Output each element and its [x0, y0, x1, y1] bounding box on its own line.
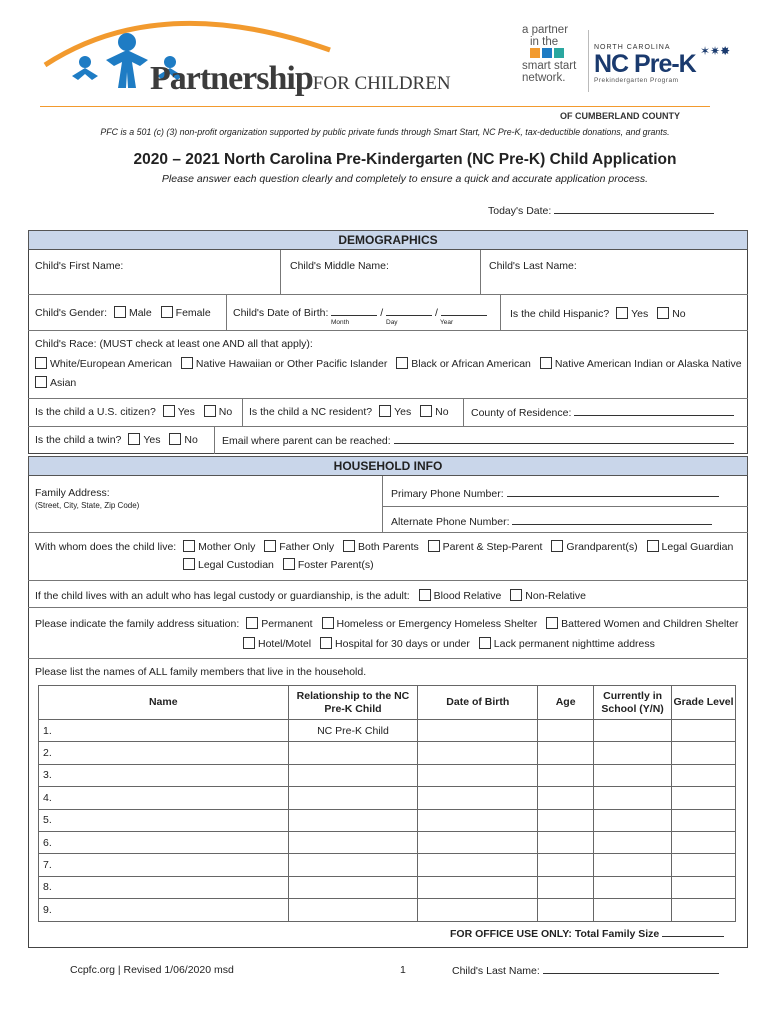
blood-relative-label: Blood Relative: [433, 590, 502, 602]
legal-guardian-label: Legal Guardian: [661, 541, 734, 553]
page-number: 1: [400, 964, 406, 976]
table-cell[interactable]: [594, 809, 672, 831]
race-asian-label: Asian: [50, 377, 77, 389]
col-divider: [214, 426, 215, 454]
relationship-cell[interactable]: NC Pre-K Child: [288, 720, 418, 742]
gender-row: [35, 306, 217, 319]
partner-line: a partner: [522, 24, 569, 36]
lack-address-label: Lack permanent nighttime address: [493, 638, 655, 650]
table-row: [39, 787, 736, 809]
citizen-label: Is the child a U.S. citizen?: [35, 406, 156, 418]
table-cell[interactable]: [418, 809, 538, 831]
race-white-checkbox[interactable]: [35, 357, 47, 369]
female-label: Female: [175, 307, 211, 319]
foster-parent-label: Foster Parent(s): [297, 559, 374, 571]
partner-line: in the: [530, 36, 559, 48]
table-cell[interactable]: [418, 854, 538, 876]
table-cell[interactable]: [538, 764, 594, 786]
lives-with-row: [35, 540, 739, 553]
table-cell[interactable]: [418, 720, 538, 742]
row-number[interactable]: 3.: [39, 764, 289, 786]
org-name-for: FOR CHILDREN: [312, 73, 451, 94]
row-divider: [28, 330, 748, 331]
grandparent-label: Grandparent(s): [566, 541, 638, 553]
row-divider: [382, 506, 748, 507]
situation-row-2: [243, 637, 661, 650]
hispanic-row: [510, 307, 692, 320]
family-table: [38, 685, 736, 922]
last-name-field[interactable]: Child's Last Name:: [489, 260, 577, 272]
col-age: Age: [538, 686, 594, 720]
partner-line: smart start: [522, 60, 577, 72]
mother-only-label: Mother Only: [198, 541, 256, 553]
race-pacific-checkbox[interactable]: [181, 357, 193, 369]
homeless-checkbox[interactable]: [322, 617, 334, 629]
primary-phone-field[interactable]: [507, 487, 719, 497]
dob-label: Child's Date of Birth:: [233, 307, 329, 319]
resident-yes-checkbox[interactable]: [379, 405, 391, 417]
address-hint: (Street, City, State, Zip Code): [35, 501, 140, 510]
foster-parent-checkbox[interactable]: [283, 558, 295, 570]
blood-relative-checkbox[interactable]: [419, 589, 431, 601]
row-number[interactable]: 8.: [39, 876, 289, 898]
race-black-checkbox[interactable]: [396, 357, 408, 369]
shelter-checkbox[interactable]: [546, 617, 558, 629]
partner-line: network.: [522, 72, 566, 84]
father-only-checkbox[interactable]: [264, 540, 276, 552]
table-cell[interactable]: [418, 876, 538, 898]
table-cell[interactable]: [538, 720, 594, 742]
prek-tag: Prekindergarten Program: [594, 77, 679, 84]
alternate-phone-row: [391, 515, 712, 528]
dob-day-field[interactable]: [386, 306, 432, 316]
table-cell[interactable]: [672, 742, 736, 764]
table-cell[interactable]: [672, 809, 736, 831]
lack-address-checkbox[interactable]: [479, 637, 491, 649]
col-divider: [480, 250, 481, 294]
row-number[interactable]: 7.: [39, 854, 289, 876]
row-number[interactable]: 2.: [39, 742, 289, 764]
tagline: PFC is a 501 (c) (3) non-profit organization supported by public private funds through Smart Start, NC Pre-K, tax-deductible donations, and grants.: [100, 127, 670, 137]
col-name: Name: [39, 686, 289, 720]
table-cell[interactable]: [418, 831, 538, 853]
situation-row: [35, 617, 744, 630]
legal-guardian-checkbox[interactable]: [647, 540, 659, 552]
table-row: [39, 720, 736, 742]
office-use-row: [450, 927, 724, 940]
row-divider: [28, 658, 748, 659]
row-number[interactable]: 4.: [39, 787, 289, 809]
table-cell[interactable]: [538, 876, 594, 898]
resident-row: [249, 405, 455, 418]
non-relative-checkbox[interactable]: [510, 589, 522, 601]
col-grade: Grade Level: [672, 686, 736, 720]
page-title: 2020 – 2021 North Carolina Pre-Kindergarten (NC Pre-K) Child Application: [133, 151, 677, 168]
alternate-phone-field[interactable]: [512, 515, 712, 525]
footer-last-name-field[interactable]: [543, 964, 719, 974]
male-label: Male: [128, 307, 152, 319]
dob-row: Child's Date of Birth: / /: [233, 306, 487, 319]
table-cell[interactable]: [538, 809, 594, 831]
table-cell[interactable]: [418, 899, 538, 921]
hispanic-no-checkbox[interactable]: [657, 307, 669, 319]
dob-month-caption: Month: [331, 319, 350, 326]
col-divider: [242, 398, 243, 426]
row-number[interactable]: 9.: [39, 899, 289, 921]
household-heading: HOUSEHOLD INFO: [28, 456, 748, 476]
dob-month-field[interactable]: [331, 306, 377, 316]
county-row: [471, 406, 734, 419]
yes-label: Yes: [394, 406, 412, 418]
prek-state: NORTH CAROLINA: [594, 44, 671, 51]
members-prompt: Please list the names of ALL family members that live in the household.: [35, 666, 367, 678]
table-cell[interactable]: [594, 787, 672, 809]
step-parent-checkbox[interactable]: [428, 540, 440, 552]
row-divider: [28, 398, 748, 399]
mother-only-checkbox[interactable]: [183, 540, 195, 552]
logo-divider: [588, 30, 589, 92]
race-black-label: Black or African American: [411, 358, 531, 370]
table-cell[interactable]: [594, 899, 672, 921]
col-divider: [382, 476, 383, 532]
race-native-label: Native American Indian or Alaska Native: [554, 358, 742, 370]
row-divider: [28, 426, 748, 427]
custody-row: [35, 589, 592, 602]
table-cell[interactable]: [672, 854, 736, 876]
resident-label: Is the child a NC resident?: [249, 406, 373, 418]
both-parents-label: Both Parents: [358, 541, 419, 553]
father-only-label: Father Only: [279, 541, 335, 553]
yes-label: Yes: [143, 434, 161, 446]
row-divider: [28, 580, 748, 581]
row-number[interactable]: 6.: [39, 831, 289, 853]
race-asian-option: [35, 376, 76, 389]
header-rule: [40, 106, 710, 107]
page-subtitle: Please answer each question clearly and completely to ensure a quick and accurate application process.: [161, 173, 649, 185]
table-cell[interactable]: [594, 854, 672, 876]
table-cell[interactable]: [672, 720, 736, 742]
grandparent-checkbox[interactable]: [551, 540, 563, 552]
table-row: [39, 809, 736, 831]
hispanic-yes-checkbox[interactable]: [616, 307, 628, 319]
table-cell[interactable]: [594, 764, 672, 786]
permanent-checkbox[interactable]: [246, 617, 258, 629]
situation-label: Please indicate the family address situation:: [35, 618, 240, 630]
hospital-label: Hospital for 30 days or under: [335, 638, 470, 650]
legal-custodian-label: Legal Custodian: [198, 559, 274, 571]
gender-label: Child's Gender:: [35, 307, 108, 319]
both-parents-checkbox[interactable]: [343, 540, 355, 552]
col-divider: [280, 250, 281, 294]
col-dob: Date of Birth: [418, 686, 538, 720]
table-cell[interactable]: [288, 809, 418, 831]
table-row: [39, 764, 736, 786]
table-cell[interactable]: [288, 742, 418, 764]
table-cell[interactable]: [672, 876, 736, 898]
table-cell[interactable]: [538, 787, 594, 809]
table-cell[interactable]: [418, 764, 538, 786]
primary-phone-row: [391, 487, 719, 500]
step-parent-label: Parent & Step-Parent: [442, 541, 543, 553]
footer-last-name: [452, 964, 719, 977]
male-checkbox[interactable]: [114, 306, 126, 318]
row-divider: [28, 294, 748, 295]
footer-last-name-label: Child's Last Name:: [452, 965, 540, 977]
email-row: [222, 434, 734, 447]
family-address-field[interactable]: Family Address:: [35, 487, 110, 499]
permanent-label: Permanent: [261, 618, 313, 630]
table-cell[interactable]: [288, 831, 418, 853]
table-cell[interactable]: [594, 720, 672, 742]
todays-date-field[interactable]: [554, 204, 714, 214]
table-cell[interactable]: [594, 742, 672, 764]
yes-label: Yes: [177, 406, 195, 418]
citizen-no-checkbox[interactable]: [204, 405, 216, 417]
non-relative-label: Non-Relative: [525, 590, 586, 602]
citizen-row: [35, 405, 238, 418]
hispanic-label: Is the child Hispanic?: [510, 308, 610, 320]
race-pacific-label: Native Hawaiian or Other Pacific Islander: [195, 358, 388, 370]
footer-left: Ccpfc.org | Revised 1/06/2020 msd: [70, 964, 234, 976]
primary-phone-label: Primary Phone Number:: [391, 488, 504, 500]
yes-label: Yes: [631, 308, 649, 320]
office-use-label: FOR OFFICE USE ONLY: Total Family Size: [450, 928, 660, 940]
table-cell[interactable]: [288, 899, 418, 921]
race-label: Child's Race: (MUST check at least one AND all that apply):: [35, 338, 313, 350]
twin-label: Is the child a twin?: [35, 434, 122, 446]
table-cell[interactable]: [672, 899, 736, 921]
alternate-phone-label: Alternate Phone Number:: [391, 516, 510, 528]
race-native-checkbox[interactable]: [540, 357, 552, 369]
twin-row: [35, 433, 204, 446]
table-cell[interactable]: [288, 787, 418, 809]
table-row: [39, 831, 736, 853]
demographics-heading: DEMOGRAPHICS: [28, 230, 748, 250]
email-field[interactable]: [394, 434, 734, 444]
table-row: [39, 876, 736, 898]
no-label: No: [184, 434, 198, 446]
family-size-field[interactable]: [662, 927, 724, 937]
table-cell[interactable]: [672, 831, 736, 853]
family-table-header: [39, 686, 736, 720]
row-divider: [28, 607, 748, 608]
org-county: OF CUMBERLAND COUNTY: [560, 111, 680, 121]
table-row: [39, 742, 736, 764]
lives-with-label: With whom does the child live:: [35, 541, 177, 553]
custody-label: If the child lives with an adult who has legal custody or guardianship, is the adult:: [35, 590, 410, 602]
table-cell[interactable]: [418, 742, 538, 764]
table-cell[interactable]: [288, 854, 418, 876]
table-cell[interactable]: [538, 742, 594, 764]
table-cell[interactable]: [538, 854, 594, 876]
table-cell[interactable]: [672, 787, 736, 809]
row-number[interactable]: 1.: [39, 720, 289, 742]
hotel-label: Hotel/Motel: [258, 638, 312, 650]
county-label: County of Residence:: [471, 407, 572, 419]
twin-no-checkbox[interactable]: [169, 433, 181, 445]
row-divider: [28, 532, 748, 533]
row-number[interactable]: 5.: [39, 809, 289, 831]
shelter-label: Battered Women and Children Shelter: [561, 618, 739, 630]
race-white-label: White/European American: [50, 358, 172, 370]
table-cell[interactable]: [538, 831, 594, 853]
hospital-checkbox[interactable]: [320, 637, 332, 649]
partner-text: [522, 24, 592, 84]
table-cell[interactable]: [594, 876, 672, 898]
table-cell[interactable]: [288, 764, 418, 786]
table-row: [39, 854, 736, 876]
dob-year-caption: Year: [440, 319, 454, 326]
no-label: No: [218, 406, 233, 418]
table-cell[interactable]: [418, 787, 538, 809]
smart-start-blocks: [522, 48, 592, 60]
email-label: Email where parent can be reached:: [222, 435, 391, 447]
race-asian-checkbox[interactable]: [35, 376, 47, 388]
todays-date-label: Today's Date:: [488, 205, 552, 217]
resident-no-checkbox[interactable]: [420, 405, 432, 417]
female-checkbox[interactable]: [161, 306, 173, 318]
dob-year-field[interactable]: [441, 306, 487, 316]
col-divider: [463, 398, 464, 426]
col-divider: [500, 294, 501, 330]
citizen-yes-checkbox[interactable]: [163, 405, 175, 417]
col-relationship: Relationship to the NC Pre-K Child: [288, 686, 418, 720]
homeless-label: Homeless or Emergency Homeless Shelter: [336, 618, 538, 630]
org-name: [150, 60, 451, 98]
first-name-field[interactable]: Child's First Name:: [35, 260, 124, 272]
county-field[interactable]: [574, 406, 734, 416]
twin-yes-checkbox[interactable]: [128, 433, 140, 445]
stars-icon: ✶✷✸: [700, 44, 731, 58]
dob-day-caption: Day: [386, 319, 398, 326]
no-label: No: [435, 406, 449, 418]
table-cell[interactable]: [538, 899, 594, 921]
lives-with-row-2: [183, 558, 380, 571]
table-cell[interactable]: [594, 831, 672, 853]
table-row: [39, 899, 736, 921]
middle-name-field[interactable]: Child's Middle Name:: [290, 260, 389, 272]
todays-date: [488, 204, 714, 217]
org-name-main: Partnership: [150, 60, 313, 97]
hotel-checkbox[interactable]: [243, 637, 255, 649]
prek-name: NC Pre-K: [594, 50, 696, 78]
table-cell[interactable]: [288, 876, 418, 898]
legal-custodian-checkbox[interactable]: [183, 558, 195, 570]
no-label: No: [672, 308, 686, 320]
table-cell[interactable]: [672, 764, 736, 786]
race-options: [35, 357, 748, 370]
col-in-school: Currently in School (Y/N): [594, 686, 672, 720]
col-divider: [226, 294, 227, 330]
